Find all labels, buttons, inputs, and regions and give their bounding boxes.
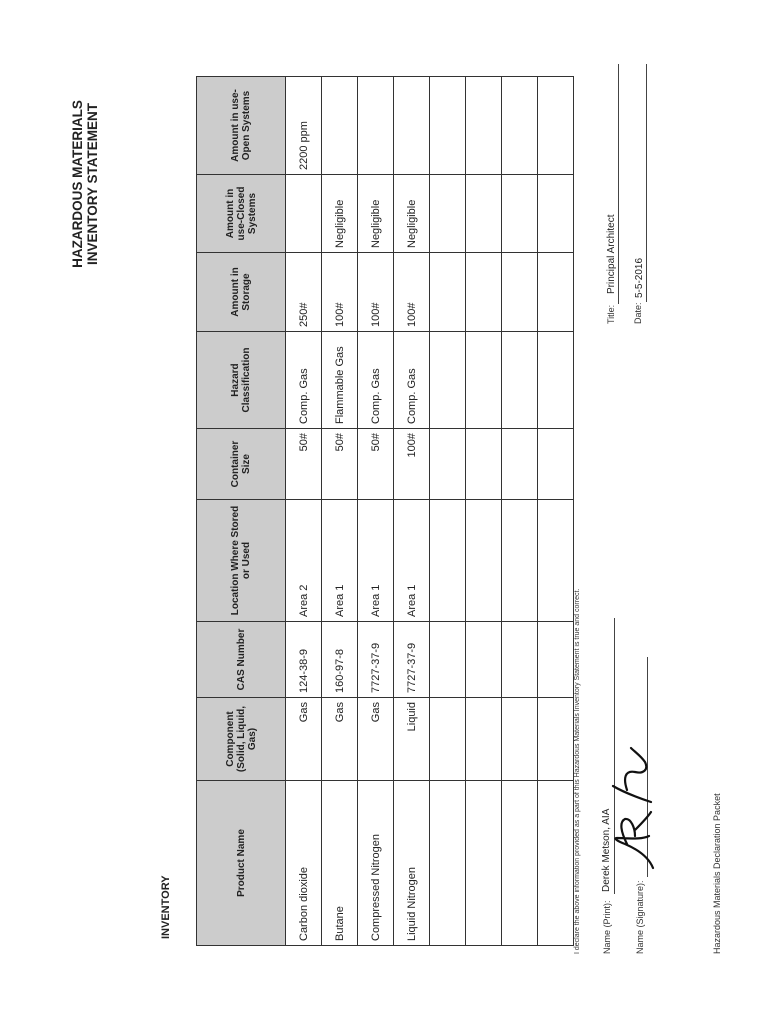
cell-hazard-classification: Comp. Gas: [358, 332, 394, 429]
cell-hazard-classification: Comp. Gas: [286, 332, 322, 429]
empty-cell: [538, 332, 574, 429]
column-header-amount-open: Amount in use-Open Systems: [197, 77, 286, 175]
name-print-value: Derek Metson, AIA: [601, 808, 612, 892]
date-line: [646, 64, 647, 302]
empty-cell: [430, 429, 466, 500]
empty-cell: [430, 500, 466, 622]
empty-cell: [502, 175, 538, 253]
title-value: Principal Architect: [606, 214, 617, 294]
cell-amount-open: [394, 77, 430, 175]
table-row: [502, 77, 538, 946]
cell-cas-number: 160-97-8: [322, 622, 358, 698]
empty-cell: [538, 500, 574, 622]
cell-component: Gas: [322, 698, 358, 781]
date-value: 5-5-2016: [634, 257, 645, 298]
footer-text: Hazardous Materials Declaration Packet: [712, 793, 722, 954]
empty-cell: [430, 781, 466, 946]
cell-amount-storage: 100#: [394, 253, 430, 332]
cell-location: Area 1: [394, 500, 430, 622]
cell-container-size: 50#: [358, 429, 394, 500]
cell-hazard-classification: Comp. Gas: [394, 332, 430, 429]
empty-cell: [430, 698, 466, 781]
table-row: [538, 77, 574, 946]
column-header-component: Component (Solid, Liquid, Gas): [197, 698, 286, 781]
empty-cell: [502, 781, 538, 946]
title-label: Title:: [606, 304, 616, 324]
empty-cell: [466, 175, 502, 253]
cell-amount-open: [358, 77, 394, 175]
empty-cell: [502, 500, 538, 622]
column-header-hazard-classification: Hazard Classification: [197, 332, 286, 429]
table-row: [358, 77, 394, 946]
title-line-2: INVENTORY STATEMENT: [85, 103, 100, 266]
column-header-container-size: Container Size: [197, 429, 286, 500]
empty-cell: [466, 332, 502, 429]
declaration-text: I declare the above information provided as a part of this Hazardous Materials Inventory Statement is true and correct.: [574, 588, 581, 954]
column-header-product-name: Product Name: [197, 781, 286, 946]
cell-amount-closed: Negligible: [322, 175, 358, 253]
cell-product-name: Carbon dioxide: [286, 781, 322, 946]
cell-amount-closed: Negligible: [358, 175, 394, 253]
empty-cell: [538, 253, 574, 332]
title-line-1: HAZARDOUS MATERIALS: [70, 100, 85, 268]
empty-cell: [502, 429, 538, 500]
empty-cell: [430, 77, 466, 175]
cell-component: Liquid: [394, 698, 430, 781]
empty-cell: [466, 429, 502, 500]
table-row: [286, 77, 322, 946]
empty-cell: [466, 500, 502, 622]
cell-amount-closed: [286, 175, 322, 253]
empty-cell: [538, 175, 574, 253]
empty-cell: [538, 698, 574, 781]
cell-amount-storage: 250#: [286, 253, 322, 332]
empty-cell: [466, 77, 502, 175]
cell-product-name: Liquid Nitrogen: [394, 781, 430, 946]
cell-location: Area 1: [322, 500, 358, 622]
empty-cell: [502, 77, 538, 175]
empty-cell: [538, 622, 574, 698]
empty-cell: [430, 253, 466, 332]
empty-cell: [502, 253, 538, 332]
handwritten-signature: [605, 714, 660, 874]
cell-cas-number: 7727-37-9: [358, 622, 394, 698]
cell-amount-open: 2200 ppm: [286, 77, 322, 175]
cell-component: Gas: [358, 698, 394, 781]
cell-product-name: Butane: [322, 781, 358, 946]
empty-cell: [502, 332, 538, 429]
empty-cell: [430, 332, 466, 429]
empty-cell: [538, 429, 574, 500]
empty-cell: [466, 253, 502, 332]
cell-hazard-classification: Flammable Gas: [322, 332, 358, 429]
cell-product-name: Compressed Nitrogen: [358, 781, 394, 946]
empty-cell: [430, 622, 466, 698]
column-header-amount-closed: Amount in use-Closed Systems: [197, 175, 286, 253]
table-row: [394, 77, 430, 946]
cell-amount-open: [322, 77, 358, 175]
cell-cas-number: 7727-37-9: [394, 622, 430, 698]
name-signature-label: Name (Signature):: [635, 880, 645, 954]
cell-container-size: 100#: [394, 429, 430, 500]
empty-cell: [502, 622, 538, 698]
empty-cell: [466, 698, 502, 781]
table-header-row: [197, 77, 286, 946]
document-title: [70, 54, 100, 314]
name-print-label: Name (Print):: [602, 900, 612, 954]
empty-cell: [466, 622, 502, 698]
empty-cell: [538, 781, 574, 946]
empty-cell: [538, 77, 574, 175]
empty-cell: [502, 698, 538, 781]
cell-amount-closed: Negligible: [394, 175, 430, 253]
inventory-table: [196, 76, 574, 946]
column-header-cas-number: CAS Number: [197, 622, 286, 698]
table-row: [430, 77, 466, 946]
cell-container-size: 50#: [286, 429, 322, 500]
cell-container-size: 50#: [322, 429, 358, 500]
date-label: Date:: [633, 302, 643, 324]
table-row: [466, 77, 502, 946]
cell-cas-number: 124-38-9: [286, 622, 322, 698]
title-line: [618, 64, 619, 304]
column-header-amount-storage: Amount in Storage: [197, 253, 286, 332]
cell-amount-storage: 100#: [358, 253, 394, 332]
empty-cell: [430, 175, 466, 253]
cell-component: Gas: [286, 698, 322, 781]
column-header-location: Location Where Stored or Used: [197, 500, 286, 622]
cell-amount-storage: 100#: [322, 253, 358, 332]
empty-cell: [466, 781, 502, 946]
cell-location: Area 2: [286, 500, 322, 622]
cell-location: Area 1: [358, 500, 394, 622]
section-label: INVENTORY: [160, 875, 172, 939]
table-row: [322, 77, 358, 946]
